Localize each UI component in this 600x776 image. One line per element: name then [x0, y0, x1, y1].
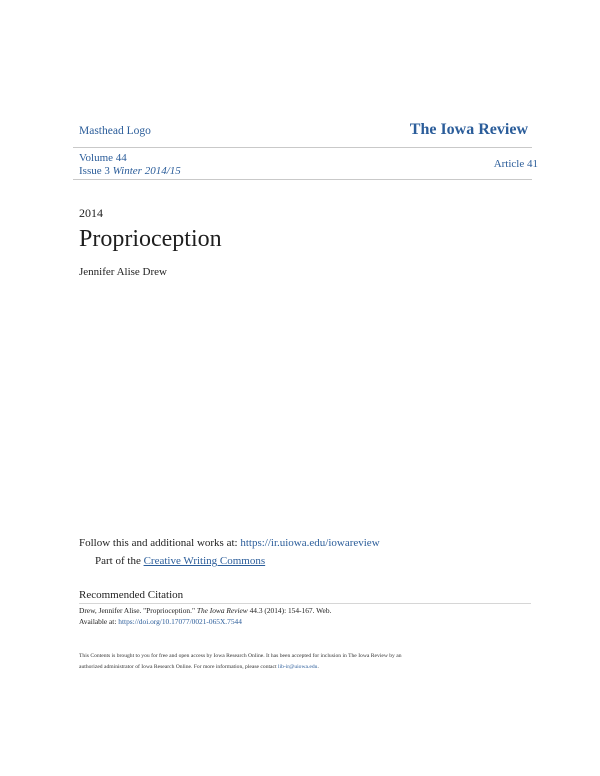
volume-link[interactable]: Volume 44: [79, 152, 127, 164]
part-of-line: [95, 555, 265, 567]
available-label: Available at:: [79, 617, 119, 626]
citation-block: [79, 605, 331, 627]
issue-season-link[interactable]: Winter 2014/15: [112, 165, 181, 177]
follow-text: Follow this and additional works at:: [79, 537, 241, 549]
access-notice: [79, 651, 402, 673]
citation-divider: [79, 603, 531, 604]
masthead-logo-link[interactable]: Masthead Logo: [79, 125, 151, 137]
notice-line-2-end: .: [317, 664, 319, 670]
paper-title: Proprioception: [79, 226, 222, 252]
creative-writing-commons-link[interactable]: Creative Writing Commons: [143, 555, 266, 567]
notice-line-1: This Contents is brought to you for free and open access by Iowa Research Online. It has been accepted for inclusion in The Iowa Review by an: [79, 653, 402, 659]
publication-year: 2014: [79, 206, 103, 220]
follow-line: [79, 537, 380, 549]
citation-suffix: 44.3 (2014): 154-167. Web.: [247, 606, 332, 615]
article-number-link[interactable]: Article 41: [493, 158, 538, 170]
contact-email-link[interactable]: lib-ir@uiowa.edu: [277, 664, 318, 670]
journal-title-link[interactable]: The Iowa Review: [409, 121, 528, 138]
header-bottom-divider: [73, 179, 532, 180]
part-of-text: Part of the: [95, 555, 144, 567]
volume-issue-block: [79, 152, 181, 178]
recommended-citation-heading: Recommended Citation: [79, 589, 184, 601]
notice-line-2: [79, 662, 402, 673]
available-at-line: [79, 616, 331, 627]
issue-line: [79, 165, 181, 178]
citation-prefix: Drew, Jennifer Alise. "Proprioception.": [79, 606, 197, 615]
header-top-divider: [73, 147, 532, 148]
repository-link[interactable]: https://ir.uiowa.edu/iowareview: [240, 537, 380, 549]
author-name: Jennifer Alise Drew: [79, 266, 167, 278]
doi-link[interactable]: https://doi.org/10.17077/0021-065X.7544: [118, 617, 242, 626]
citation-journal: The Iowa Review: [196, 606, 248, 615]
notice-line-2-text: authorized administrator of Iowa Research Online. For more information, please contact: [79, 664, 278, 670]
issue-link[interactable]: Issue 3: [79, 165, 110, 177]
citation-line: [79, 605, 331, 616]
